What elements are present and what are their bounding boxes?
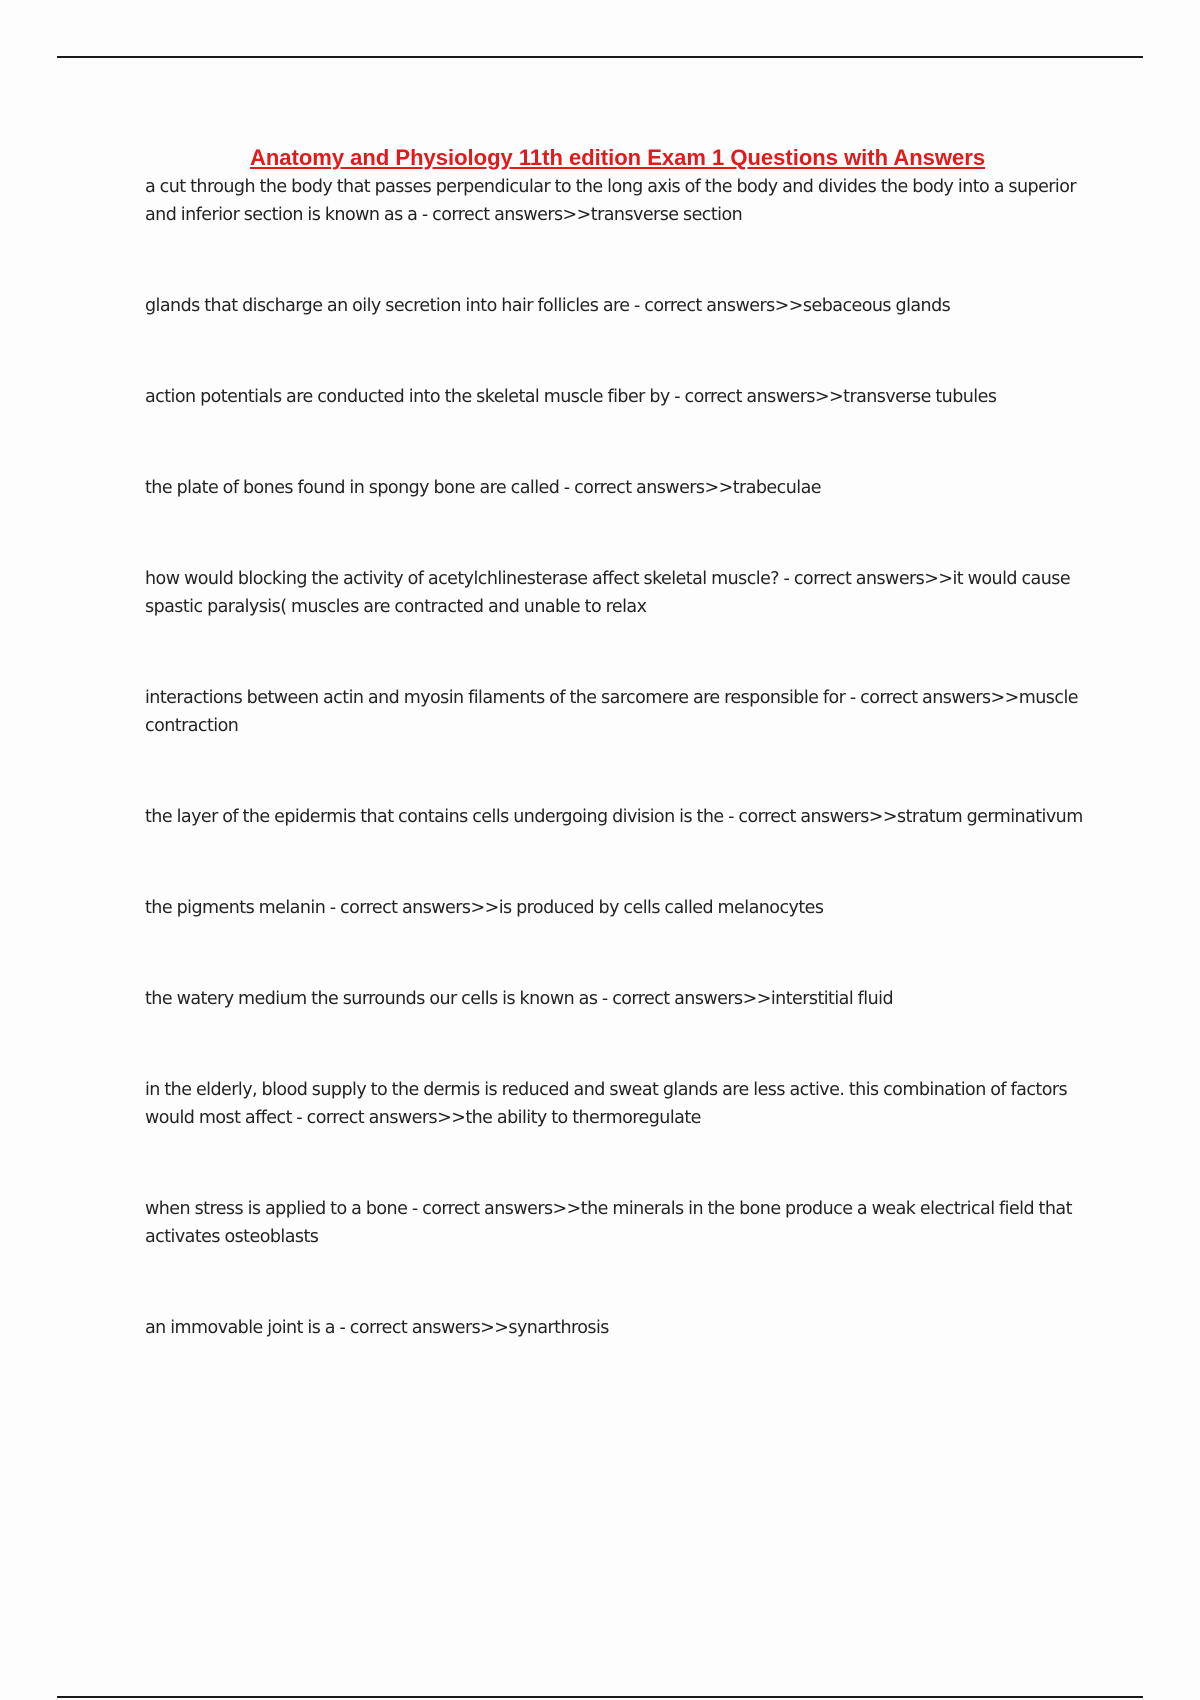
question-text: a cut through the body that passes perpendicular to the long axis of the body and divides the body into a superior and inferior section is known as a xyxy=(145,177,1077,225)
document-title: Anatomy and Physiology 11th edition Exam 1 Questions with Answers xyxy=(249,145,986,170)
list-item xyxy=(145,1314,1090,1342)
question-text: the layer of the epidermis that contains cells undergoing division is the xyxy=(145,807,724,827)
answer-text: trabeculae xyxy=(732,478,821,498)
question-text: action potentials are conducted into the skeletal muscle fiber by xyxy=(145,387,670,407)
question-text: the plate of bones found in spongy bone are called xyxy=(145,478,560,498)
answer-separator: - correct answers>> xyxy=(845,688,1019,708)
list-item xyxy=(145,474,1090,502)
answer-text: transverse section xyxy=(590,205,743,225)
list-item xyxy=(145,383,1090,411)
answer-separator: - correct answers>> xyxy=(669,387,844,407)
list-item xyxy=(145,1195,1090,1251)
answer-text: is produced by cells called melanocytes xyxy=(498,898,824,918)
answer-text: interstitial fluid xyxy=(770,989,894,1009)
question-text: when stress is applied to a bone xyxy=(145,1199,408,1219)
list-item xyxy=(145,985,1090,1013)
answer-text: muscle contraction xyxy=(145,688,1078,736)
answer-separator: - correct answers>> xyxy=(291,1108,466,1128)
list-item xyxy=(145,684,1090,740)
list-item xyxy=(145,894,1090,922)
question-text: the watery medium the surrounds our cells is known as xyxy=(145,989,598,1009)
list-item xyxy=(145,565,1090,621)
list-item xyxy=(145,173,1090,229)
question-text: an immovable joint is a xyxy=(145,1318,335,1338)
answer-text: stratum germinativum xyxy=(897,807,1083,827)
answer-separator: - correct answers>> xyxy=(407,1199,581,1219)
answer-separator: - correct answers>> xyxy=(597,989,771,1009)
question-list xyxy=(145,173,1090,1342)
question-text: glands that discharge an oily secretion into hair follicles are xyxy=(145,296,630,316)
answer-separator: - correct answers>> xyxy=(325,898,499,918)
list-item xyxy=(145,1076,1090,1132)
question-text: the pigments melanin xyxy=(145,898,326,918)
answer-separator: - correct answers>> xyxy=(779,569,953,589)
footer-rule xyxy=(57,1696,1143,1698)
answer-separator: - correct answers>> xyxy=(723,807,898,827)
question-text: how would blocking the activity of acetylchlinesterase affect skeletal muscle? xyxy=(145,569,780,589)
list-item xyxy=(145,803,1090,831)
answer-separator: - correct answers>> xyxy=(559,478,733,498)
answer-text: sebaceous glands xyxy=(802,296,951,316)
question-text: interactions between actin and myosin filaments of the sarcomere are responsible for xyxy=(145,688,846,708)
document-body xyxy=(145,143,1090,1405)
header-rule xyxy=(57,56,1143,58)
answer-text: it would cause spastic paralysis( muscles are contracted and unable to relax xyxy=(145,569,1071,617)
answer-separator: - correct answers>> xyxy=(334,1318,509,1338)
answer-text: the ability to thermoregulate xyxy=(465,1108,701,1128)
answer-text: the minerals in the bone produce a weak electrical field that activates osteoblasts xyxy=(145,1199,1072,1247)
answer-text: synarthrosis xyxy=(508,1318,609,1338)
list-item xyxy=(145,292,1090,320)
answer-separator: - correct answers>> xyxy=(417,205,591,225)
question-text: in the elderly, blood supply to the dermis is reduced and sweat glands are less active. this combination of factors would most affect xyxy=(145,1080,1068,1128)
answer-separator: - correct answers>> xyxy=(629,296,803,316)
answer-text: transverse tubules xyxy=(843,387,997,407)
